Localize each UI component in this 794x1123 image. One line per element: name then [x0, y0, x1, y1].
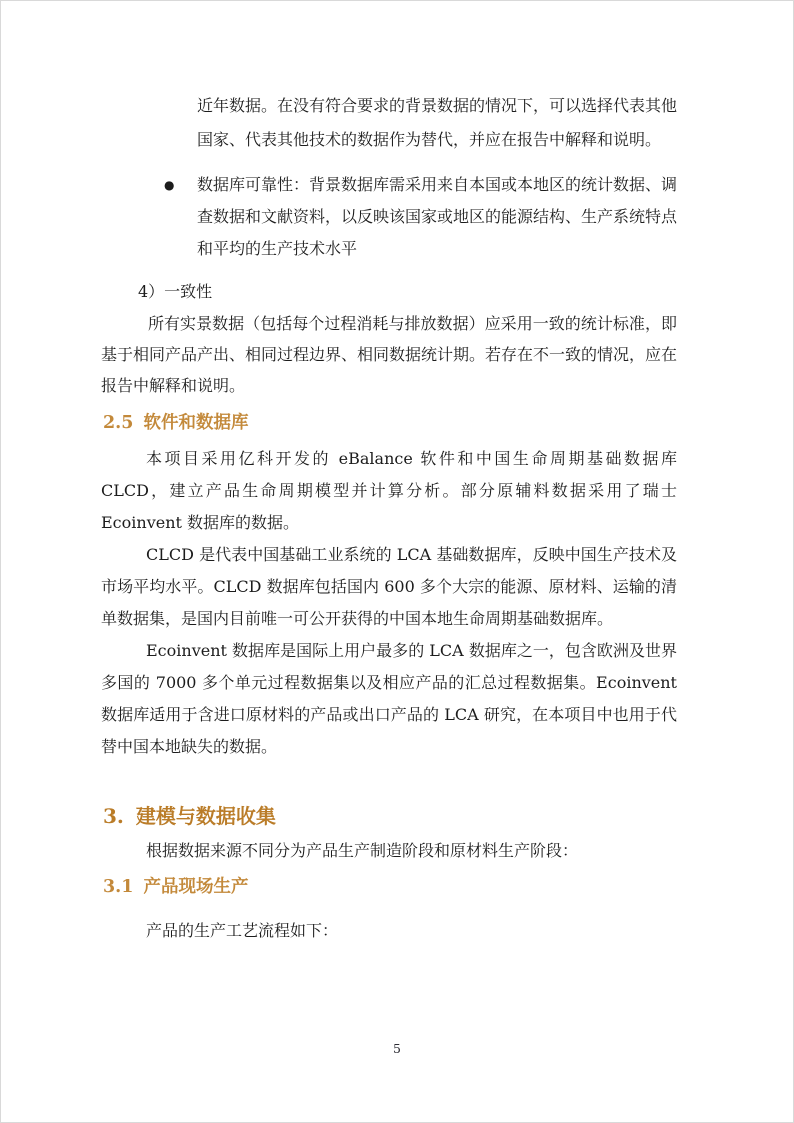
section-2-5-paragraph-3: Ecoinvent 数据库是国际上用户最多的 LCA 数据库之一，包含欧洲及世界多国的 7000 多个单元过程数据集以及相应产品的汇总过程数据集。Ecoinvent 数据库适用于含进口原材料的产品或出口产品的 LCA 研究，在本项目中也用于代替中国本地缺失的数据。: [101, 641, 677, 756]
section-3-1-number: 3.1: [103, 877, 134, 897]
section-3-1-paragraph: 产品的生产工艺流程如下：: [146, 921, 339, 940]
bullet-list-item: [164, 169, 677, 265]
carryover-paragraph: 近年数据。在没有符合要求的背景数据的情况下，可以选择代表其他国家、代表其他技术的数据作为替代，并应在报告中解释和说明。: [197, 96, 678, 149]
clause-4-consistency-label: 4）一致性: [138, 282, 213, 301]
bullet-item-text: 数据库可靠性：背景数据库需采用来自本国或本地区的统计数据、调查数据和文献资料，以反映该国家或地区的能源结构、生产系统特点和平均的生产技术水平: [197, 175, 678, 258]
section-3-title: 建模与数据收集: [135, 804, 276, 828]
bullet-icon: ●: [164, 178, 175, 192]
section-3-1-title: 产品现场生产: [143, 877, 249, 897]
section-3-heading: [103, 802, 677, 830]
page-number: 5: [393, 1041, 401, 1056]
section-2-5-number: 2.5: [103, 413, 134, 433]
clause-4-paragraph: 所有实景数据（包括每个过程消耗与排放数据）应采用一致的统计标准，即基于相同产品产出、相同过程边界、相同数据统计期。若存在不一致的情况，应在报告中解释和说明。: [101, 314, 678, 395]
section-3-number: 3.: [103, 804, 124, 828]
section-2-5-paragraph-1: 本项目采用亿科开发的 eBalance 软件和中国生命周期基础数据库 CLCD，建立产品生命周期模型并计算分析。部分原辅料数据采用了瑞士 Ecoinvent 数据库的数据。: [101, 449, 677, 532]
section-3-1-heading: [103, 875, 677, 899]
section-2-5-heading: [103, 411, 677, 435]
section-3-intro-paragraph: 根据数据来源不同分为产品生产制造阶段和原材料生产阶段：: [146, 841, 579, 860]
section-2-5-paragraph-2: CLCD 是代表中国基础工业系统的 LCA 基础数据库，反映中国生产技术及市场平均水平。CLCD 数据库包括国内 600 多个大宗的能源、原材料、运输的清单数据集，是国内目前唯一可公开获得的中国本地生命周期基础数据库。: [101, 545, 677, 628]
section-2-5-title: 软件和数据库: [143, 413, 249, 433]
